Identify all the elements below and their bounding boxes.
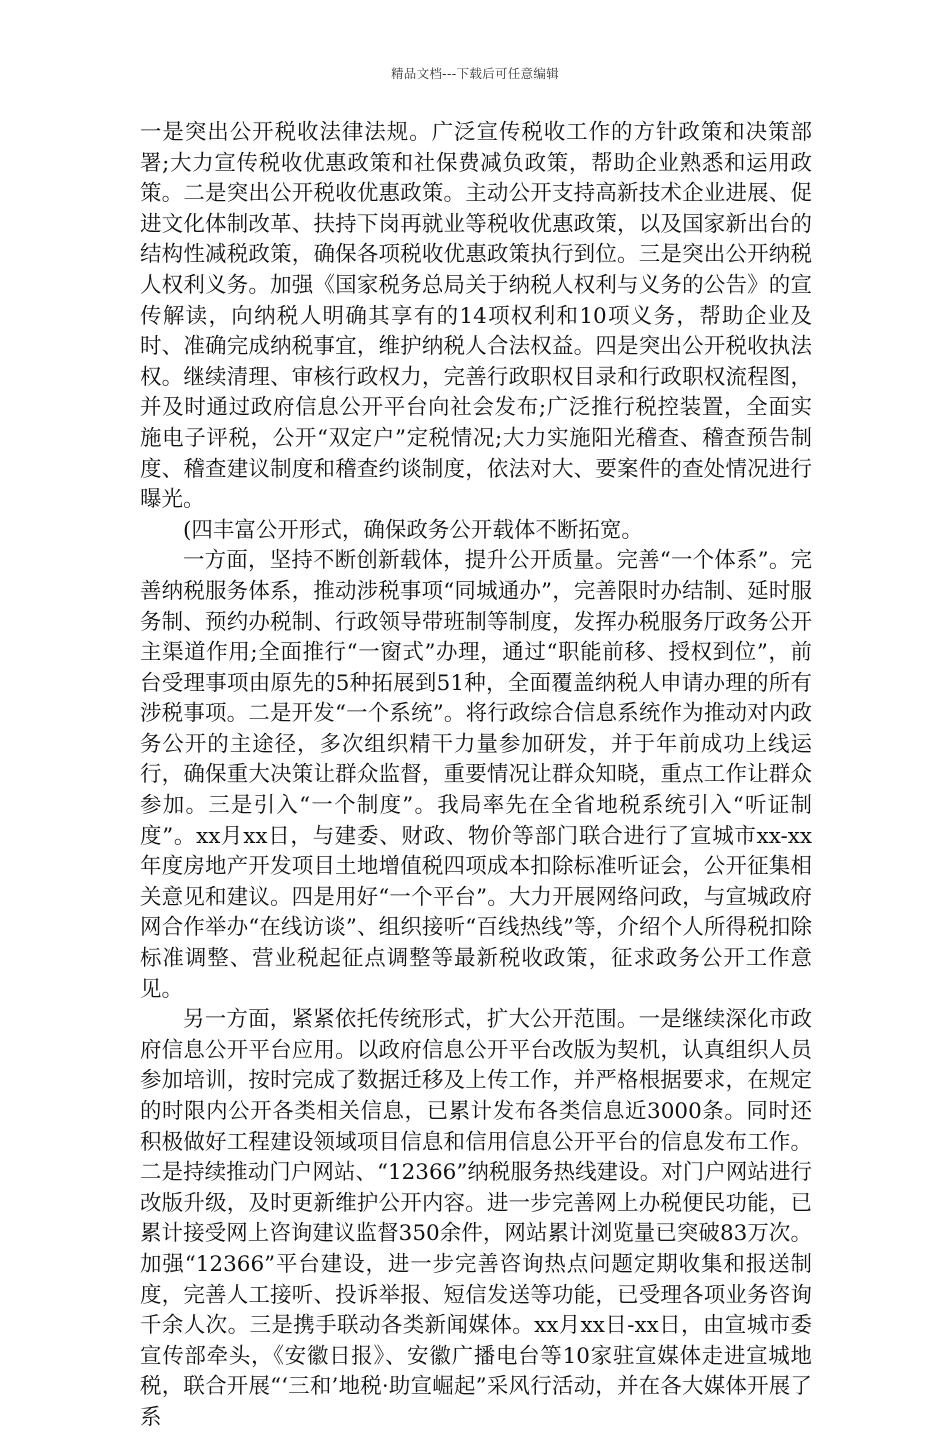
paragraph-traditional: 另一方面，紧紧依托传统形式，扩大公开范围。一是继续深化市政府信息公开平台应用。以政府信息公开平台改版为契机，认真组织人员参加培训，按时完成了数据迁移及上传工作，并严格根据要求，在规定的时限内公开各类相关信息，已累计发布各类信息近3000条。同时还积极做好工程建设领域项目信息和信用信息公开平台的信息发布工作。二是持续推动门户网站、“12366”纳税服务热线建设。对门户网站进行改版升级，及时更新维护公开内容。进一步完善网上办税便民功能，已累计接受网上咨询建议监督350余件，网站累计浏览量已突破83万次。加强“12366”平台建设，进一步完善咨询热点问题定期收集和报送制度，完善人工接听、投诉举报、短信发送等功能，已受理各项业务咨询千余人次。三是携手联动各类新闻媒体。xx月xx日-xx日，由宣城市委宣传部牵头，《安徽日报》、安徽广播电台等10家驻宣媒体走进宣城地税，联合开展“‘三和’地税·助宣崛起”采风行活动，并在各大媒体开展了系 — [140, 1007, 812, 1430]
page-header: 精品文档---下载后可任意编辑 — [390, 66, 560, 81]
document-body — [140, 118, 812, 1434]
section-heading-4: (四丰富公开形式，确保政务公开载体不断拓宽。 — [183, 517, 643, 543]
paragraph-innovation: 一方面，坚持不断创新载体，提升公开质量。完善“一个体系”。完善纳税服务体系，推动涉税事项“同城通办”，完善限时办结制、延时服务制、预约办税制、行政领导带班制等制度，发挥办税服务厅政务公开主渠道作用;全面推行“一窗式”办理，通过“职能前移、授权到位”，前台受理事项由原先的5种拓展到51种，全面覆盖纳税人申请办理的所有涉税事项。二是开发“一个系统”。将行政综合信息系统作为推动对内政务公开的主途径，多次组织精干力量参加研发，并于年前成功上线运行，确保重大决策让群众监督，重要情况让群众知晓，重点工作让群众参加。三是引入“一个制度”。我局率先在全省地税系统引入“听证制度”。xx月xx日，与建委、财政、物价等部门联合进行了宣城市xx-xx年度房地产开发项目土地增值税四项成本扣除标准听证会，公开征集相关意见和建议。四是用好“一个平台”。大力开展网络问政，与宣城政府网合作举办“在线访谈”、组织接听“百线热线”等，介绍个人所得税扣除标准调整、营业税起征点调整等最新税收政策，征求政务公开工作意见。 — [140, 548, 812, 1002]
paragraph-public-content: 一是突出公开税收法律法规。广泛宣传税收工作的方针政策和决策部署;大力宣传税收优惠政策和社保费减负政策，帮助企业熟悉和运用政策。二是突出公开税收优惠政策。主动公开支持高新技术企业进展、促进文化体制改革、扶持下岗再就业等税收优惠政策，以及国家新出台的结构性减税政策，确保各项税收优惠政策执行到位。三是突出公开纳税人权利义务。加强《国家税务总局关于纳税人权利与义务的公告》的宣传解读，向纳税人明确其享有的14项权利和10项义务，帮助企业及时、准确完成纳税事宜，维护纳税人合法权益。四是突出公开税收执法权。继续清理、审核行政权力，完善行政职权目录和行政职权流程图，并及时通过政府信息公开平台向社会发布;广泛推行税控装置，全面实施电子评税，公开“双定户”定税情况;大力实施阳光稽查、稽查预告制度、稽查建议制度和稽查约谈制度，依法对大、要案件的查处情况进行曝光。 — [140, 120, 812, 513]
